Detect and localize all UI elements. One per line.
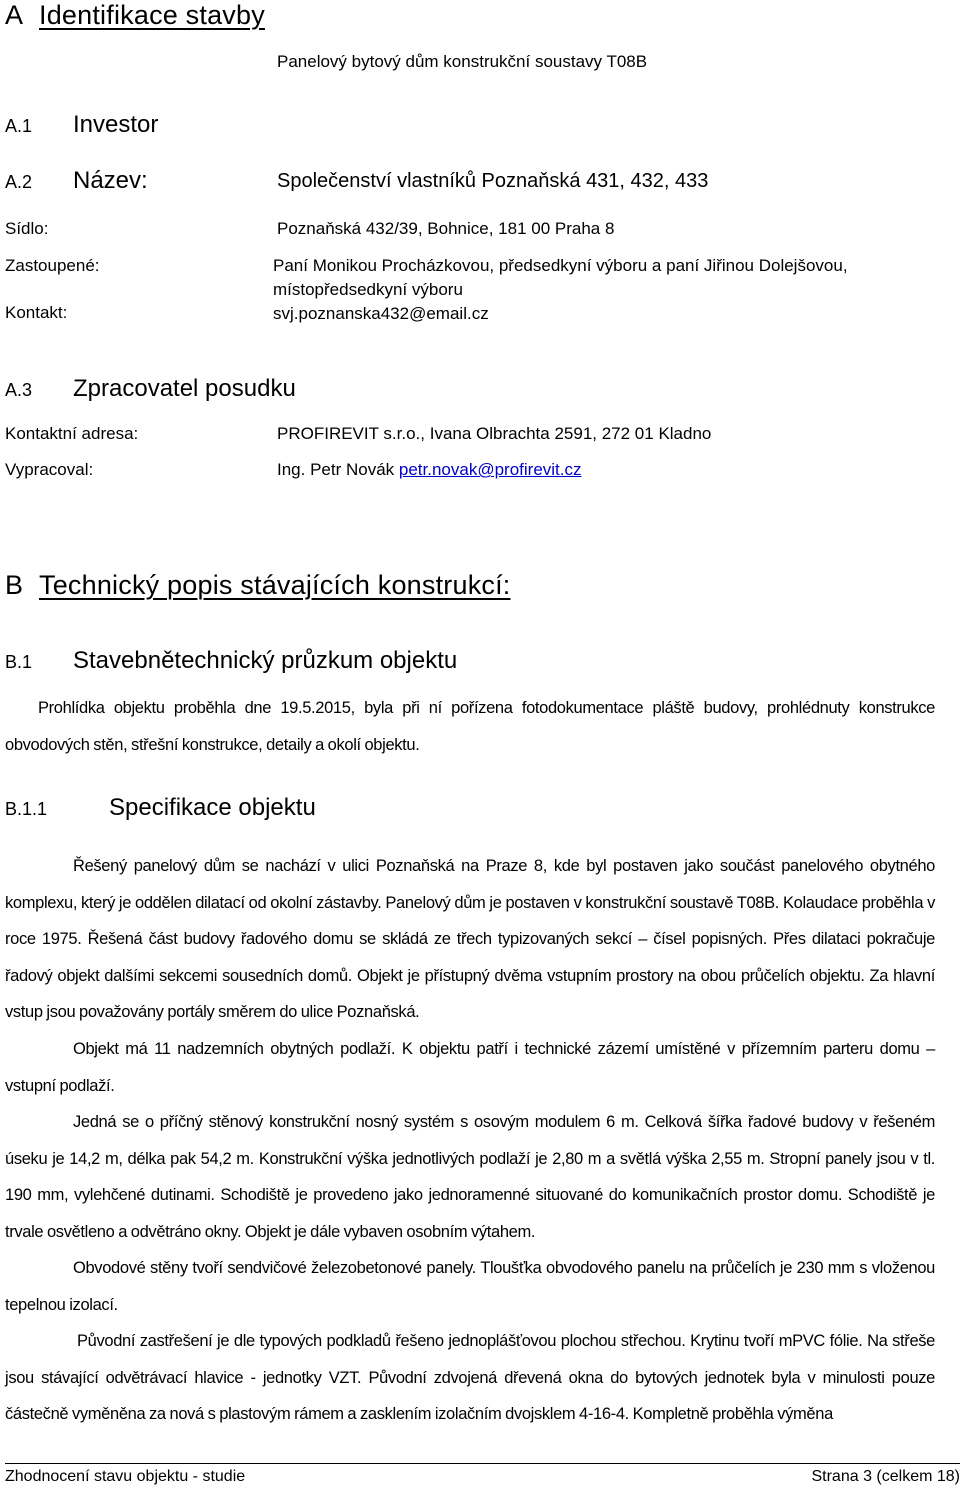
a2-title: Název:	[73, 167, 148, 194]
b11-paragraph-3	[5, 1104, 935, 1250]
b1-paragraph	[5, 690, 935, 763]
kontakt-label: Kontakt:	[5, 303, 68, 322]
sidlo-value: Poznaňská 432/39, Bohnice, 181 00 Praha 8	[277, 219, 615, 238]
a1-heading	[5, 111, 158, 139]
zastoupene-line2: místopředsedkyní výboru	[273, 280, 463, 299]
b11-heading	[5, 794, 316, 822]
zastoupene-label: Zastoupené:	[5, 256, 100, 275]
b11-paragraph-2	[5, 1031, 935, 1104]
b11-p4-text: Obvodové stěny tvoří sendvičové železobetonové panely. Tloušťka obvodového panelu na průčelích je 230 mm s vloženou tepelnou izolací.	[5, 1259, 935, 1314]
section-a-number: A	[5, 0, 24, 30]
vypracoval-value	[277, 460, 582, 480]
section-b-title: Technický popis stávajících konstrukcí:	[39, 570, 511, 600]
a1-title: Investor	[73, 111, 159, 138]
footer-page-number: Strana 3 (celkem 18)	[811, 1468, 960, 1485]
kontaktni-adresa-label: Kontaktní adresa:	[5, 424, 139, 443]
b1-heading	[5, 647, 457, 675]
a2-value: Společenství vlastníků Poznaňská 431, 432, 433	[277, 170, 709, 192]
zastoupene-line1: Paní Monikou Procházkovou, předsedkyní výboru a paní Jiřinou Dolejšovou,	[273, 256, 848, 275]
b11-paragraph-1	[5, 848, 935, 1031]
vypracoval-name: Ing. Petr Novák	[277, 460, 399, 479]
section-b-number: B	[5, 570, 24, 600]
kontaktni-adresa-value: PROFIREVIT s.r.o., Ivana Olbrachta 2591, 272 01 Kladno	[277, 424, 712, 443]
section-a-title: Identifikace stavby	[39, 0, 265, 30]
b11-p2-text: Objekt má 11 nadzemních obytných podlaží. K objektu patří i technické zázemí umístěné v přízemním parteru domu – vstupní podlaží.	[5, 1040, 935, 1095]
a3-title: Zpracovatel posudku	[73, 375, 296, 402]
b11-p5-text: Původní zastřešení je dle typových podkladů řešeno jednoplášťovou plochou střechou. Krytinu tvoří mPVC fólie. Na střeše jsou stávající odvětrávací hlavice - jednotky VZT. Původní zdvojená dřevená okna do bytových jednotek byla v minulosti pouze částečně vyměněna za nová s plastovým rámem a zasklením izolačním dvojsklem 4-16-4. Kompletně proběhla výměna	[5, 1332, 935, 1424]
footer-title: Zhodnocení stavu objektu - studie	[5, 1468, 246, 1485]
a3-number: A.3	[5, 380, 33, 400]
page-footer	[5, 1463, 960, 1488]
document-subtitle: Panelový bytový dům konstrukční soustavy T08B	[277, 52, 648, 71]
a3-heading	[5, 375, 296, 403]
a2-number: A.2	[5, 172, 33, 192]
sidlo-label: Sídlo:	[5, 219, 49, 238]
b1-text: Prohlídka objektu proběhla dne 19.5.2015, byla při ní pořízena fotodokumentace pláště budovy, prohlédnuty konstrukce obvodových stěn, střešní konstrukce, detaily a okolí objektu.	[5, 699, 935, 754]
kontakt-email: svj.poznanska432@email.cz	[273, 304, 489, 323]
b11-number: B.1.1	[5, 799, 48, 819]
b11-paragraph-5	[5, 1323, 935, 1433]
vypracoval-email-link[interactable]: petr.novak@profirevit.cz	[398, 460, 582, 479]
section-b-heading	[5, 570, 511, 601]
section-a-heading	[5, 0, 265, 31]
b11-p1-text: Řešený panelový dům se nachází v ulici Poznaňská na Praze 8, kde byl postaven jako součást panelového obytného komplexu, který je oddělen dilatací od okolní zástavby. Panelový dům je postaven v konstrukční soustavě T08B. Kolaudace proběhla v roce 1975. Řešená část budovy řadového domu se skládá ze třech typizovaných sekcí – čísel popisných. Přes dilataci pokračuje řadový objekt dalšími sekcemi sousedních domů. Objekt je přístupný dvěma vstupním prostory na obou průčelích objektu. Za hlavní vstup jsou považovány portály směrem do ulice Poznaňská.	[5, 857, 935, 1022]
b1-title: Stavebnětechnický průzkum objektu	[73, 647, 458, 674]
a2-heading	[5, 167, 148, 195]
b11-title: Specifikace objektu	[109, 794, 316, 821]
b11-p3-text: Jedná se o příčný stěnový konstrukční nosný systém s osovým modulem 6 m. Celková šířka řadové budovy v řešeném úseku je 14,2 m, délka pak 54,2 m. Konstrukční výška jednotlivých podlaží je 2,80 m a světlá výška 2,55 m. Stropní panely jsou v tl. 190 mm, vylehčené dutinami. Schodiště je provedeno jako jednoramenné situované do komunikačních prostor domu. Schodiště je trvale osvětleno a odvětráno okny. Objekt je dále vybaven osobním výtahem.	[5, 1113, 935, 1241]
b1-number: B.1	[5, 652, 33, 672]
a1-number: A.1	[5, 116, 33, 136]
b11-paragraph-4	[5, 1250, 935, 1323]
vypracoval-label: Vypracoval:	[5, 460, 94, 479]
